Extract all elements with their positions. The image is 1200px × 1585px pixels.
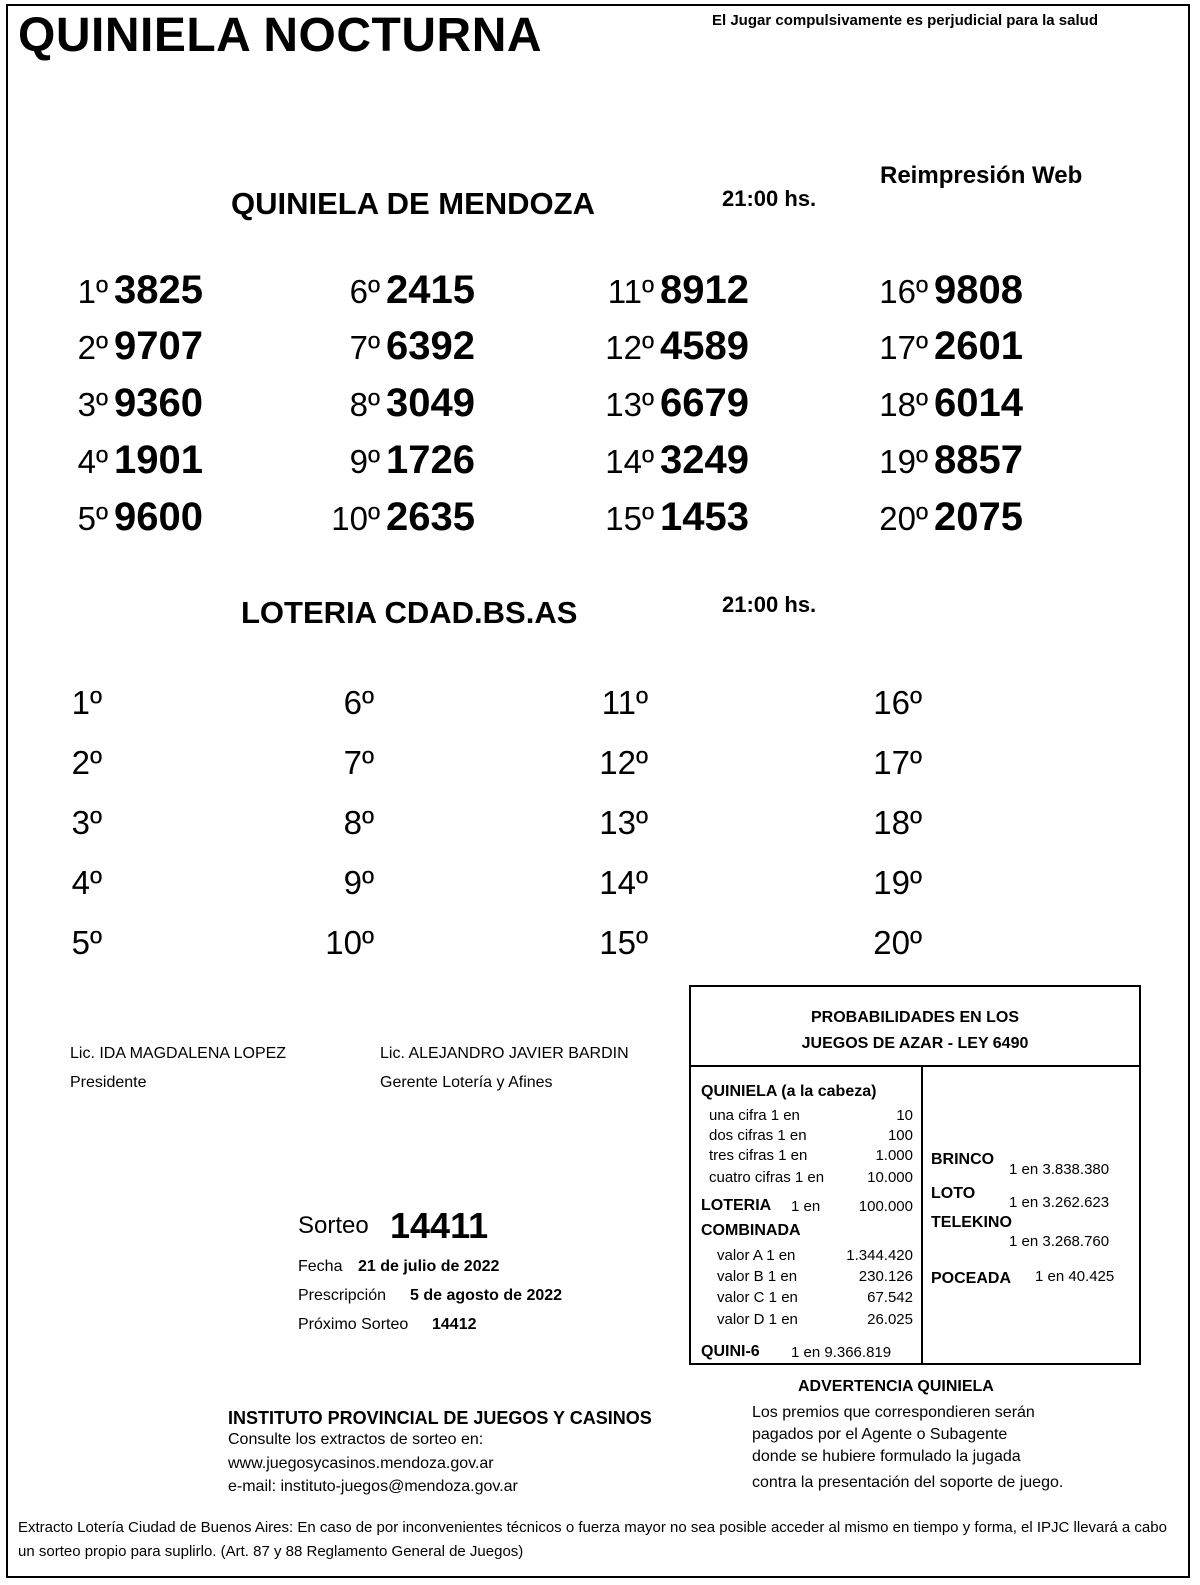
mendoza-result-4 <box>0 438 203 483</box>
quiniela-row-value: 100 <box>887 1127 913 1144</box>
result-number: 3825 <box>114 268 203 312</box>
probabilities-left <box>691 1067 923 1363</box>
quiniela-label: QUINIELA (a la cabeza) <box>701 1083 877 1100</box>
result-number: 2075 <box>934 495 1023 539</box>
combinada-row-label: valor C 1 en <box>717 1289 798 1306</box>
quiniela-row-value: 10 <box>896 1107 913 1124</box>
poceada-label: POCEADA <box>931 1270 1012 1287</box>
telekino-value: 1 en 3.268.760 <box>1009 1233 1110 1250</box>
probabilities-title-2: JUEGOS DE AZAR - LEY 6490 <box>801 1035 1029 1052</box>
probabilities-title-1: PROBABILIDADES EN LOS <box>810 1009 1019 1026</box>
advertencia-line-1: Los premios que correspondieren serán <box>752 1404 1035 1421</box>
mendoza-result-9 <box>240 438 475 483</box>
result-position: 14º <box>605 443 654 480</box>
result-number: 8857 <box>934 438 1023 482</box>
manager-name: Lic. ALEJANDRO JAVIER BARDIN <box>380 1045 629 1062</box>
health-warning: El Jugar compulsivamente es perjudicial para la salud <box>712 12 1098 29</box>
result-number: 1726 <box>386 438 475 482</box>
result-number: 6392 <box>386 324 475 368</box>
mendoza-result-20 <box>788 495 1023 540</box>
mendoza-result-15 <box>514 495 749 540</box>
bsas-position-16: 16º <box>873 684 922 721</box>
combinada-row-value: 67.542 <box>867 1289 913 1306</box>
bsas-position-18: 18º <box>873 804 922 841</box>
advertencia-line-3: donde se hubiere formulado la jugada <box>752 1448 1021 1465</box>
bsas-position-5: 5º <box>71 924 102 961</box>
mendoza-result-1 <box>0 268 203 313</box>
mendoza-result-5 <box>0 495 203 540</box>
mendoza-result-17 <box>788 324 1023 369</box>
bsas-position-9: 9º <box>343 864 374 901</box>
probabilities-box <box>689 985 1141 1365</box>
result-number: 9707 <box>114 324 203 368</box>
reprint-label: Reimpresión Web <box>880 162 1083 189</box>
result-position: 6º <box>349 273 380 310</box>
bsas-position-15: 15º <box>599 924 648 961</box>
result-position: 19º <box>879 443 928 480</box>
result-position: 13º <box>605 386 654 423</box>
result-number: 2601 <box>934 324 1023 368</box>
result-position: 1º <box>77 273 108 310</box>
bsas-position-2: 2º <box>71 744 102 781</box>
mendoza-result-6 <box>240 268 475 313</box>
mendoza-time: 21:00 hs. <box>722 186 817 211</box>
bsas-position-1: 1º <box>71 684 102 721</box>
bsas-position-20: 20º <box>873 924 922 961</box>
result-position: 15º <box>605 500 654 537</box>
bsas-position-10: 10º <box>325 924 374 961</box>
result-number: 2415 <box>386 268 475 312</box>
telekino-label: TELEKINO <box>931 1214 1012 1231</box>
result-position: 9º <box>349 443 380 480</box>
result-position: 17º <box>879 329 928 366</box>
institute-email[interactable]: e-mail: instituto-juegos@mendoza.gov.ar <box>228 1478 518 1495</box>
loteria-en: 1 en <box>791 1198 821 1215</box>
bsas-position-4: 4º <box>71 864 102 901</box>
bsas-position-7: 7º <box>343 744 374 781</box>
bsas-position-12: 12º <box>599 744 648 781</box>
brinco-label: BRINCO <box>931 1151 995 1168</box>
probabilities-header <box>691 987 1139 1067</box>
result-position: 18º <box>879 386 928 423</box>
result-number: 6679 <box>660 381 749 425</box>
president-role: Presidente <box>70 1074 147 1091</box>
combinada-row-value: 1.344.420 <box>846 1247 913 1264</box>
result-position: 10º <box>331 500 380 537</box>
fecha-value: 21 de julio de 2022 <box>358 1258 500 1275</box>
loteria-value: 100.000 <box>858 1198 913 1215</box>
mendoza-result-11 <box>514 268 749 313</box>
proximo-value: 14412 <box>432 1316 477 1333</box>
result-number: 3249 <box>660 438 749 482</box>
mendoza-title: QUINIELA DE MENDOZA <box>231 186 595 221</box>
result-position: 16º <box>879 273 928 310</box>
bsas-title: LOTERIA CDAD.BS.AS <box>241 595 578 630</box>
mendoza-result-12 <box>514 324 749 369</box>
result-number: 6014 <box>934 381 1023 425</box>
result-position: 4º <box>77 443 108 480</box>
mendoza-result-3 <box>0 381 203 426</box>
manager-role: Gerente Lotería y Afines <box>380 1074 553 1091</box>
mendoza-result-14 <box>514 438 749 483</box>
result-number: 9360 <box>114 381 203 425</box>
fecha-label: Fecha <box>298 1258 343 1275</box>
result-number: 3049 <box>386 381 475 425</box>
result-position: 8º <box>349 386 380 423</box>
result-number: 9808 <box>934 268 1023 312</box>
loto-value: 1 en 3.262.623 <box>1009 1194 1110 1211</box>
proximo-label: Próximo Sorteo <box>298 1316 409 1333</box>
quini6-value: 1 en 9.366.819 <box>791 1344 892 1361</box>
mendoza-result-7 <box>240 324 475 369</box>
bsas-position-17: 17º <box>873 744 922 781</box>
result-number: 9600 <box>114 495 203 539</box>
result-number: 1901 <box>114 438 203 482</box>
bsas-position-3: 3º <box>71 804 102 841</box>
poceada-value: 1 en 40.425 <box>1035 1268 1115 1285</box>
result-number: 8912 <box>660 268 749 312</box>
result-number: 1453 <box>660 495 749 539</box>
mendoza-result-19 <box>788 438 1023 483</box>
prescripcion-value: 5 de agosto de 2022 <box>410 1287 563 1304</box>
mendoza-result-13 <box>514 381 749 426</box>
combinada-row-label: valor B 1 en <box>717 1268 798 1285</box>
result-position: 2º <box>77 329 108 366</box>
bsas-time: 21:00 hs. <box>722 592 817 617</box>
quiniela-row-value: 10.000 <box>867 1169 913 1186</box>
page-title: QUINIELA NOCTURNA <box>18 9 543 62</box>
bsas-position-13: 13º <box>599 804 648 841</box>
result-position: 7º <box>349 329 380 366</box>
mendoza-result-18 <box>788 381 1023 426</box>
quiniela-row-label: dos cifras 1 en <box>709 1127 807 1144</box>
combinada-row-value: 230.126 <box>858 1268 913 1285</box>
institute-name: INSTITUTO PROVINCIAL DE JUEGOS Y CASINOS <box>228 1408 652 1428</box>
quiniela-row-label: cuatro cifras 1 en <box>709 1169 825 1186</box>
prescripcion-label: Prescripción <box>298 1287 387 1304</box>
footer-note: Extracto Lotería Ciudad de Buenos Aires: En caso de por inconvenientes técnicos o fuerza mayor no sea posible acceder al mismo en tiempo y forma, el IPJC llevará a cabo un sorteo propio para suplirlo. (Art. 87 y 88 Reglamento General de Juegos) <box>18 1519 1167 1560</box>
institute-website[interactable]: www.juegosycasinos.mendoza.gov.ar <box>228 1455 494 1472</box>
bsas-position-19: 19º <box>873 864 922 901</box>
result-number: 4589 <box>660 324 749 368</box>
loto-label: LOTO <box>931 1185 976 1202</box>
mendoza-result-8 <box>240 381 475 426</box>
advertencia-title: ADVERTENCIA QUINIELA <box>798 1378 994 1395</box>
advertencia-line-2: pagados por el Agente o Subagente <box>752 1426 1008 1443</box>
mendoza-result-10 <box>240 495 475 540</box>
quini6-label: QUINI-6 <box>701 1343 760 1360</box>
president-name: Lic. IDA MAGDALENA LOPEZ <box>70 1045 287 1062</box>
result-position: 12º <box>605 329 654 366</box>
bsas-position-11: 11º <box>601 684 648 721</box>
combinada-row-label: valor A 1 en <box>717 1247 796 1264</box>
mendoza-result-16 <box>788 268 1023 313</box>
bsas-position-14: 14º <box>599 864 648 901</box>
combinada-row-label: valor D 1 en <box>717 1311 798 1328</box>
institute-line: Consulte los extractos de sorteo en: <box>228 1431 484 1448</box>
result-position: 3º <box>77 386 108 423</box>
brinco-value: 1 en 3.838.380 <box>1009 1161 1110 1178</box>
combinada-row-value: 26.025 <box>867 1311 913 1328</box>
mendoza-result-2 <box>0 324 203 369</box>
quiniela-row-label: tres cifras 1 en <box>709 1147 808 1164</box>
quiniela-row-value: 1.000 <box>875 1147 913 1164</box>
quiniela-row-label: una cifra 1 en <box>709 1107 800 1124</box>
sorteo-label: Sorteo <box>298 1212 369 1239</box>
loteria-label: LOTERIA <box>701 1197 772 1214</box>
result-position: 11º <box>607 273 654 310</box>
result-position: 20º <box>879 500 928 537</box>
sorteo-number: 14411 <box>390 1205 489 1246</box>
advertencia-line-4: contra la presentación del soporte de juego. <box>752 1474 1064 1491</box>
result-number: 2635 <box>386 495 475 539</box>
result-position: 5º <box>77 500 108 537</box>
combinada-label: COMBINADA <box>701 1222 801 1239</box>
bsas-position-6: 6º <box>343 684 374 721</box>
bsas-position-8: 8º <box>343 804 374 841</box>
